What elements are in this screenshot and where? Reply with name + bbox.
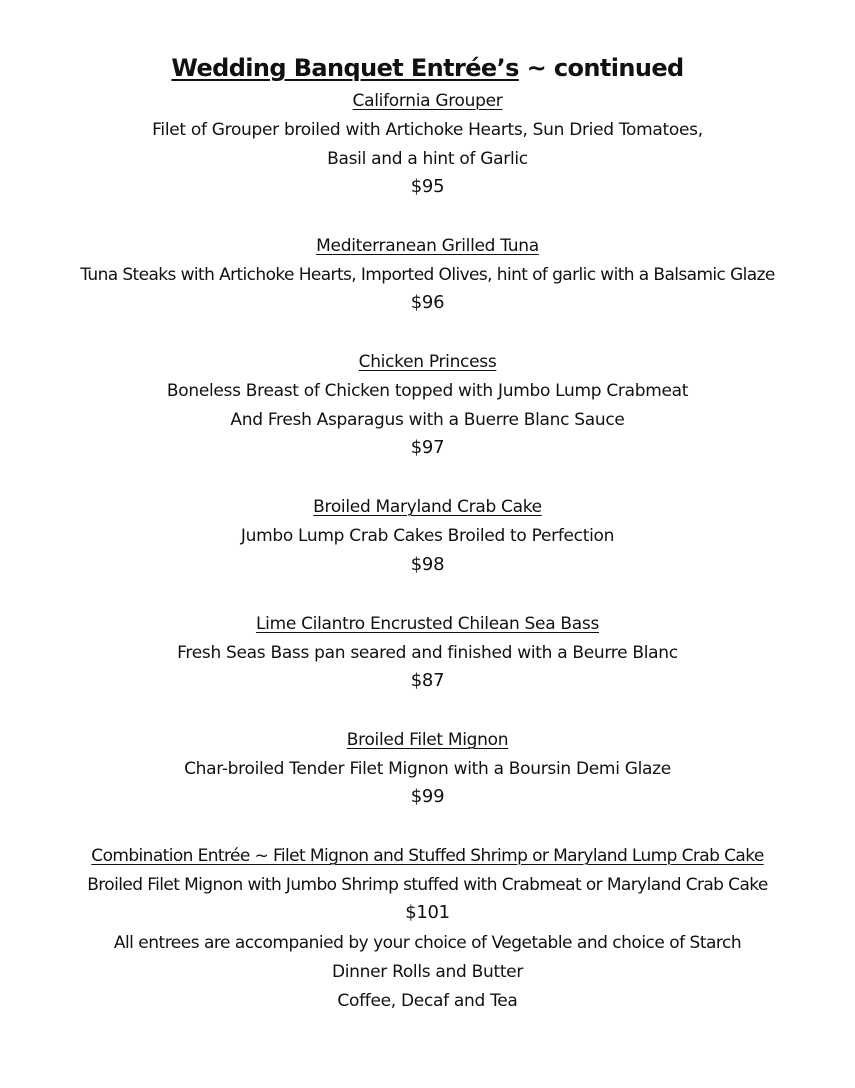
entree-title-mediterranean-grilled-tuna: Mediterranean Grilled Tuna bbox=[316, 236, 539, 256]
entree-description-line: Basil and a hint of Garlic bbox=[327, 149, 528, 169]
footer-note: Dinner Rolls and Butter bbox=[331, 962, 524, 982]
entree-description-line: Boneless Breast of Chicken topped with Jumbo Lump Crabmeat bbox=[166, 381, 689, 401]
entree-description-line: Broiled Filet Mignon with Jumbo Shrimp stuffed with Crabmeat or Maryland Crab Cake bbox=[87, 875, 768, 895]
page-title bbox=[0, 52, 855, 84]
entree-title-chicken-princess: Chicken Princess bbox=[358, 352, 497, 372]
entree-description-line: Fresh Seas Bass pan seared and finished with a Beurre Blanc bbox=[177, 643, 678, 663]
entree-title-chilean-sea-bass: Lime Cilantro Encrusted Chilean Sea Bass bbox=[255, 614, 600, 634]
page-title-suffix: ~ continued bbox=[518, 54, 684, 82]
entree-description-line: Tuna Steaks with Artichoke Hearts, Imported Olives, hint of garlic with a Balsamic Glaze bbox=[80, 265, 775, 285]
entree-description-line: And Fresh Asparagus with a Buerre Blanc Sauce bbox=[230, 410, 625, 430]
entree-title-broiled-maryland-crab-cake: Broiled Maryland Crab Cake bbox=[313, 497, 542, 517]
entree-description-line: Char-broiled Tender Filet Mignon with a Boursin Demi Glaze bbox=[184, 759, 671, 779]
entree-price: $99 bbox=[410, 786, 445, 807]
footer-note: Coffee, Decaf and Tea bbox=[337, 991, 518, 1011]
entree-title-broiled-filet-mignon: Broiled Filet Mignon bbox=[346, 730, 509, 750]
footer-note: All entrees are accompanied by your choice of Vegetable and choice of Starch bbox=[113, 933, 742, 953]
entree-title-california-grouper: California Grouper bbox=[352, 91, 503, 111]
entree-price: $87 bbox=[410, 670, 445, 691]
entree-price: $101 bbox=[405, 902, 450, 923]
entree-description-line: Jumbo Lump Crab Cakes Broiled to Perfection bbox=[240, 526, 615, 546]
entree-price: $95 bbox=[410, 176, 445, 197]
entree-price: $96 bbox=[410, 292, 445, 313]
entree-title-combination-entree: Combination Entrée ~ Filet Mignon and Stuffed Shrimp or Maryland Lump Crab Cake bbox=[91, 846, 764, 866]
entree-price: $98 bbox=[410, 554, 445, 575]
page-title-main: Wedding Banquet Entrée’s bbox=[171, 54, 519, 82]
entree-description-line: Filet of Grouper broiled with Artichoke Hearts, Sun Dried Tomatoes, bbox=[152, 120, 703, 140]
entree-price: $97 bbox=[410, 437, 445, 458]
